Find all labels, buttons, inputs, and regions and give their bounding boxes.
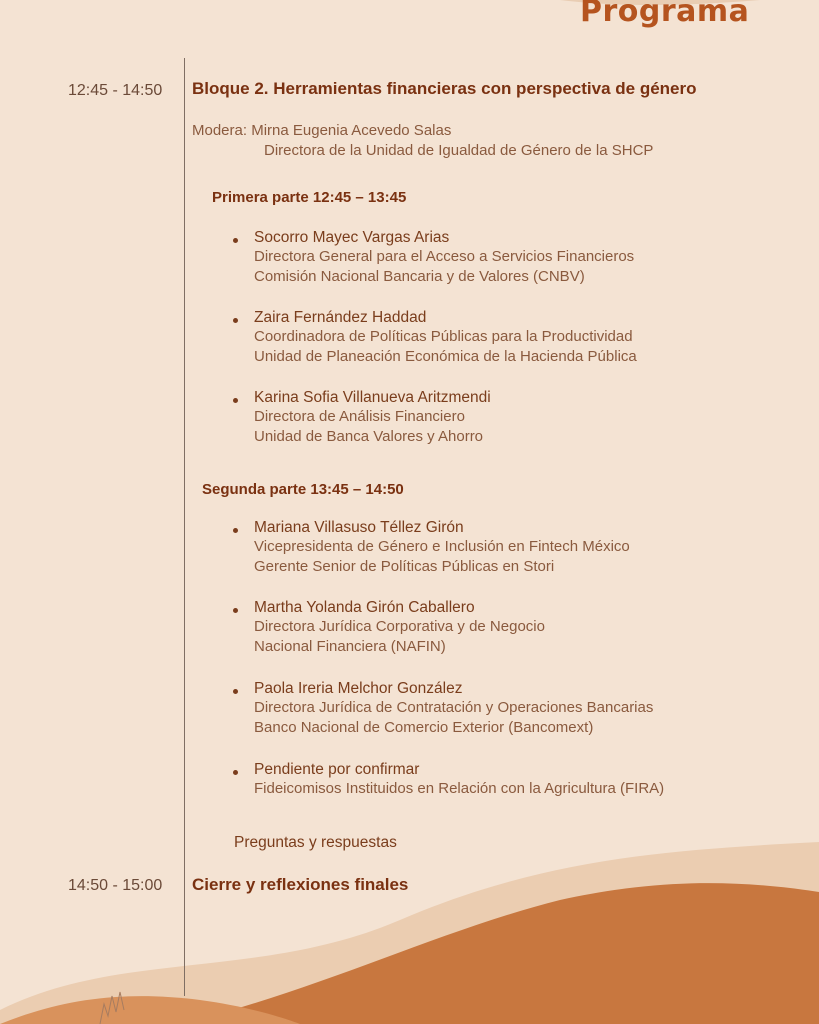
speaker-name: Socorro Mayec Vargas Arias xyxy=(254,229,450,246)
speaker-role: Vicepresidenta de Género e Inclusión en Fintech México xyxy=(254,538,630,555)
speaker-role: Directora Jurídica de Contratación y Operaciones Bancarias xyxy=(254,699,654,716)
speaker-org: Unidad de Banca Valores y Ahorro xyxy=(254,428,484,445)
closing-title: Cierre y reflexiones finales xyxy=(192,875,409,894)
speaker-role: Directora Jurídica Corporativa y de Negocio xyxy=(254,618,545,635)
speaker-entry xyxy=(254,761,664,799)
moderator-name: Mirna Eugenia Acevedo Salas xyxy=(251,122,452,139)
speaker-name: Paola Ireria Melchor González xyxy=(254,680,463,697)
speaker-org: Fideicomisos Instituidos en Relación con la Agricultura (FIRA) xyxy=(254,780,665,797)
speaker-org: Comisión Nacional Bancaria y de Valores (CNBV) xyxy=(254,268,585,285)
speaker-name: Karina Sofia Villanueva Aritzmendi xyxy=(254,389,491,406)
speaker-org: Banco Nacional de Comercio Exterior (Bancomext) xyxy=(254,719,594,736)
qa-label: Preguntas y respuestas xyxy=(234,834,397,851)
block-time: 12:45 - 14:50 xyxy=(68,82,163,99)
bullet-icon xyxy=(233,528,238,533)
part1-title: Primera parte 12:45 – 13:45 xyxy=(212,189,407,206)
part2-title: Segunda parte 13:45 – 14:50 xyxy=(202,481,404,498)
bullet-icon xyxy=(233,318,238,323)
speaker-entry xyxy=(254,229,634,287)
moderator xyxy=(192,121,451,141)
speaker-name: Pendiente por confirmar xyxy=(254,761,420,778)
block-title: Bloque 2. Herramientas financieras con perspectiva de género xyxy=(192,79,697,98)
speaker-entry xyxy=(254,680,653,738)
bullet-icon xyxy=(233,398,238,403)
bullet-icon xyxy=(233,770,238,775)
speaker-entry xyxy=(254,519,630,577)
speaker-role: Directora de Análisis Financiero xyxy=(254,408,465,425)
speaker-role: Directora General para el Acceso a Servicios Financieros xyxy=(254,248,635,265)
bullet-icon xyxy=(233,238,238,243)
speaker-role: Coordinadora de Políticas Públicas para la Productividad xyxy=(254,328,633,345)
speaker-name: Mariana Villasuso Téllez Girón xyxy=(254,519,464,536)
speaker-name: Martha Yolanda Girón Caballero xyxy=(254,599,475,616)
moderator-role: Directora de la Unidad de Igualdad de Género de la SHCP xyxy=(264,142,654,159)
bullet-icon xyxy=(233,608,238,613)
speaker-entry xyxy=(254,389,491,447)
closing-time: 14:50 - 15:00 xyxy=(68,877,163,894)
speaker-org: Gerente Senior de Políticas Públicas en Stori xyxy=(254,558,555,575)
speaker-org: Unidad de Planeación Económica de la Hacienda Pública xyxy=(254,348,637,365)
speaker-entry xyxy=(254,599,545,657)
bullet-icon xyxy=(233,689,238,694)
speaker-name: Zaira Fernández Haddad xyxy=(254,309,427,326)
page-title: Programa xyxy=(580,0,750,29)
timeline-divider xyxy=(184,58,185,996)
moderator-label: Modera: xyxy=(192,122,248,139)
speaker-org: Nacional Financiera (NAFIN) xyxy=(254,638,446,655)
speaker-entry xyxy=(254,309,637,367)
